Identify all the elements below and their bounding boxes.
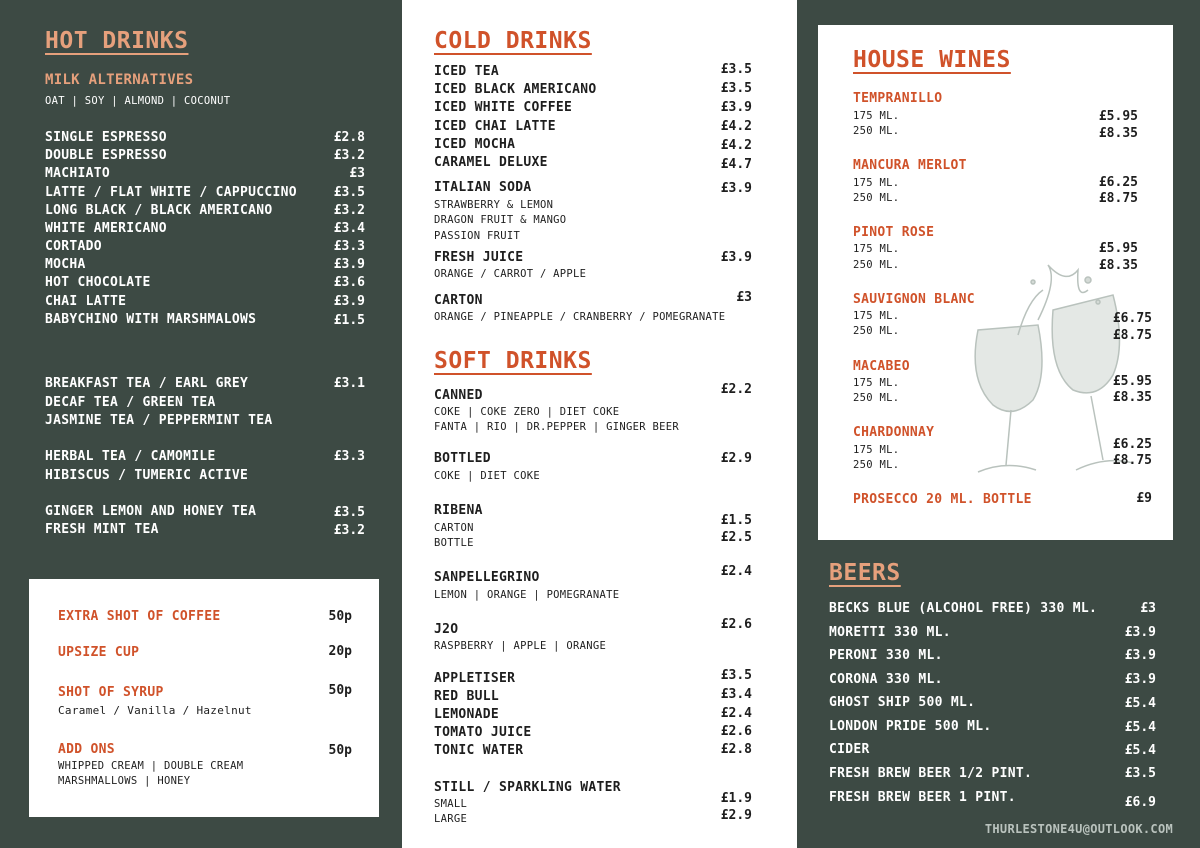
beer-item: BECKS BLUE (ALCOHOL FREE) 330 ML. <box>829 601 1098 616</box>
menu-detail: LEMON | ORANGE | POMEGRANATE <box>434 589 620 601</box>
wine-price: £6.25 <box>1098 175 1138 190</box>
hot-drinks-title: HOT DRINKS <box>45 28 189 54</box>
beer-price: £5.4 <box>1124 696 1156 711</box>
wine-price: £8.35 <box>1112 390 1152 405</box>
beer-price: £3 <box>1140 601 1156 616</box>
menu-price: £2.5 <box>720 530 752 545</box>
menu-price: £2.9 <box>720 808 752 823</box>
cold-soft-drinks-column <box>402 0 797 848</box>
menu-item: LONG BLACK / BLACK AMERICANO <box>45 203 273 218</box>
menu-item: ICED WHITE COFFEE <box>434 100 573 115</box>
menu-item: SINGLE ESPRESSO <box>45 130 167 145</box>
cold-drinks-title: COLD DRINKS <box>434 28 592 54</box>
beer-price: £3.5 <box>1124 766 1156 781</box>
menu-price: £2.8 <box>720 742 752 757</box>
wines-beers-column <box>797 0 1200 848</box>
menu-price: £1.5 <box>333 313 365 328</box>
wine-price: £8.75 <box>1098 191 1138 206</box>
menu-detail: CARTON <box>434 522 474 534</box>
menu-price: £2.2 <box>720 382 752 397</box>
menu-price: £3.5 <box>333 185 365 200</box>
wine-name: TEMPRANILLO <box>853 91 943 106</box>
menu-item: ICED TEA <box>434 64 500 79</box>
menu-detail: PASSION FRUIT <box>434 230 521 242</box>
menu-price: £4.2 <box>720 138 752 153</box>
extras-item: UPSIZE CUP <box>58 645 140 660</box>
wine-price: £5.95 <box>1098 241 1138 256</box>
menu-price: £2.6 <box>720 724 752 739</box>
beer-price: £5.4 <box>1124 743 1156 758</box>
menu-price: £3.9 <box>333 257 365 272</box>
menu-price: £1.5 <box>720 513 752 528</box>
menu-price: £1.9 <box>720 791 752 806</box>
beer-price: £3.9 <box>1124 672 1156 687</box>
menu-detail: SMALL <box>434 798 468 810</box>
menu-price: £2.6 <box>720 617 752 632</box>
extras-item: SHOT OF SYRUP <box>58 685 164 700</box>
menu-price: £3.9 <box>720 181 752 196</box>
beer-price: £5.4 <box>1124 720 1156 735</box>
menu-detail: COKE | COKE ZERO | DIET COKE <box>434 406 620 418</box>
menu-price: £3.5 <box>720 81 752 96</box>
menu-price: £3.5 <box>720 668 752 683</box>
menu-item: LATTE / FLAT WHITE / CAPPUCCINO <box>45 185 297 200</box>
menu-price: £3 <box>736 290 752 305</box>
extras-detail: WHIPPED CREAM | DOUBLE CREAM <box>58 760 244 772</box>
extras-detail: Caramel / Vanilla / Hazelnut <box>58 704 252 717</box>
prosecco-item: PROSECCO 20 ML. BOTTLE <box>853 492 1032 507</box>
menu-detail: LARGE <box>434 813 468 825</box>
tea-price: £3.5 <box>333 505 365 520</box>
wine-price: £8.75 <box>1112 453 1152 468</box>
prosecco-price: £9 <box>1136 491 1152 506</box>
extras-item: ADD ONS <box>58 742 115 757</box>
menu-item: MACHIATO <box>45 166 111 181</box>
menu-item: CORTADO <box>45 239 102 254</box>
wine-size: 250 ML. <box>853 259 900 271</box>
menu-price: £3.9 <box>333 294 365 309</box>
menu-item: ITALIAN SODA <box>434 180 532 195</box>
menu-item: LEMONADE <box>434 707 500 722</box>
menu-detail: ORANGE / CARROT / APPLE <box>434 268 587 280</box>
wine-name: MANCURA MERLOT <box>853 158 967 173</box>
menu-item: ICED BLACK AMERICANO <box>434 82 597 97</box>
wine-size: 175 ML. <box>853 243 900 255</box>
menu-price: £3.2 <box>333 203 365 218</box>
extras-price: 50p <box>328 743 352 758</box>
menu-price: £3.9 <box>720 100 752 115</box>
wine-size: 250 ML. <box>853 325 900 337</box>
menu-price: £3.5 <box>720 62 752 77</box>
menu-item: WHITE AMERICANO <box>45 221 167 236</box>
extras-detail: MARSHMALLOWS | HONEY <box>58 775 191 787</box>
menu-price: £3.4 <box>720 687 752 702</box>
soft-drinks-title: SOFT DRINKS <box>434 348 592 374</box>
tea-price: £3.1 <box>333 376 365 391</box>
beer-item: LONDON PRIDE 500 ML. <box>829 719 992 734</box>
wine-size: 250 ML. <box>853 392 900 404</box>
extras-price: 20p <box>328 644 352 659</box>
extras-price: 50p <box>328 609 352 624</box>
wine-name: MACABEO <box>853 359 910 374</box>
wine-name: PINOT ROSE <box>853 225 935 240</box>
menu-item: RIBENA <box>434 503 483 518</box>
wine-price: £6.75 <box>1112 311 1152 326</box>
extras-item: EXTRA SHOT OF COFFEE <box>58 609 221 624</box>
menu-item: ICED CHAI LATTE <box>434 119 556 134</box>
wine-size: 175 ML. <box>853 110 900 122</box>
menu-item: TOMATO JUICE <box>434 725 532 740</box>
menu-detail: RASPBERRY | APPLE | ORANGE <box>434 640 607 652</box>
wine-price: £8.35 <box>1098 126 1138 141</box>
tea-line: JASMINE TEA / PEPPERMINT TEA <box>45 413 273 428</box>
wine-size: 250 ML. <box>853 125 900 137</box>
menu-item: BOTTLED <box>434 451 491 466</box>
menu-detail: DRAGON FRUIT & MANGO <box>434 214 567 226</box>
menu-item: STILL / SPARKLING WATER <box>434 780 621 795</box>
tea-price: £3.2 <box>333 523 365 538</box>
beer-item: CIDER <box>829 742 870 757</box>
tea-line: GINGER LEMON AND HONEY TEA <box>45 504 257 519</box>
menu-item: CARTON <box>434 293 483 308</box>
menu-price: £3.9 <box>720 250 752 265</box>
milk-options: OAT | SOY | ALMOND | COCONUT <box>45 95 231 107</box>
menu-price: £3.6 <box>333 275 365 290</box>
extras-card <box>29 579 379 817</box>
wine-price: £8.35 <box>1098 258 1138 273</box>
tea-line: DECAF TEA / GREEN TEA <box>45 395 216 410</box>
beer-item: CORONA 330 ML. <box>829 672 943 687</box>
menu-item: CARAMEL DELUXE <box>434 155 548 170</box>
house-wines-card <box>818 25 1173 540</box>
menu-price: £3.4 <box>333 221 365 236</box>
wine-size: 175 ML. <box>853 310 900 322</box>
wine-name: CHARDONNAY <box>853 425 935 440</box>
wine-size: 175 ML. <box>853 377 900 389</box>
beer-item: MORETTI 330 ML. <box>829 625 951 640</box>
beers-title: BEERS <box>829 560 901 586</box>
menu-item: FRESH JUICE <box>434 250 524 265</box>
wine-name: SAUVIGNON BLANC <box>853 292 975 307</box>
tea-line: HIBISCUS / TUMERIC ACTIVE <box>45 468 249 483</box>
menu-detail: BOTTLE <box>434 537 474 549</box>
menu-item: HOT CHOCOLATE <box>45 275 151 290</box>
menu-item: DOUBLE ESPRESSO <box>45 148 167 163</box>
beer-item: GHOST SHIP 500 ML. <box>829 695 976 710</box>
menu-detail: COKE | DIET COKE <box>434 470 540 482</box>
wine-size: 250 ML. <box>853 459 900 471</box>
wine-price: £8.75 <box>1112 328 1152 343</box>
wine-size: 175 ML. <box>853 444 900 456</box>
wine-price: £5.95 <box>1112 374 1152 389</box>
menu-item: CANNED <box>434 388 483 403</box>
beer-price: £3.9 <box>1124 625 1156 640</box>
beer-item: FRESH BREW BEER 1/2 PINT. <box>829 766 1033 781</box>
beer-item: PERONI 330 ML. <box>829 648 943 663</box>
menu-item: MOCHA <box>45 257 86 272</box>
menu-item: APPLETISER <box>434 671 516 686</box>
house-wines-title: HOUSE WINES <box>853 47 1011 73</box>
tea-line: FRESH MINT TEA <box>45 522 159 537</box>
hot-drinks-column <box>0 0 402 848</box>
menu-detail: FANTA | RIO | DR.PEPPER | GINGER BEER <box>434 421 679 433</box>
menu-detail: STRAWBERRY & LEMON <box>434 199 554 211</box>
tea-price: £3.3 <box>333 449 365 464</box>
menu-item: ICED MOCHA <box>434 137 516 152</box>
menu-item: TONIC WATER <box>434 743 524 758</box>
menu-price: £3.3 <box>333 239 365 254</box>
menu-price: £4.2 <box>720 119 752 134</box>
menu-price: £3 <box>349 166 365 181</box>
menu-price: £4.7 <box>720 157 752 172</box>
menu-price: £2.4 <box>720 706 752 721</box>
menu-item: BABYCHINO WITH MARSHMALOWS <box>45 312 257 327</box>
milk-alternatives-title: MILK ALTERNATIVES <box>45 72 194 88</box>
tea-line: BREAKFAST TEA / EARL GREY <box>45 376 249 391</box>
wine-price: £6.25 <box>1112 437 1152 452</box>
menu-detail: ORANGE / PINEAPPLE / CRANBERRY / POMEGRANATE <box>434 311 726 323</box>
menu-price: £2.4 <box>720 564 752 579</box>
extras-price: 50p <box>328 683 352 698</box>
menu-item: J2O <box>434 622 459 637</box>
menu-price: £2.9 <box>720 451 752 466</box>
menu-item: SANPELLEGRINO <box>434 570 540 585</box>
contact-email[interactable]: THURLESTONE4U@OUTLOOK.COM <box>984 822 1173 836</box>
menu-item: CHAI LATTE <box>45 294 127 309</box>
wine-size: 250 ML. <box>853 192 900 204</box>
menu-price: £3.2 <box>333 148 365 163</box>
wine-price: £5.95 <box>1098 109 1138 124</box>
tea-line: HERBAL TEA / CAMOMILE <box>45 449 216 464</box>
menu-price: £2.8 <box>333 130 365 145</box>
beer-price: £6.9 <box>1124 795 1156 810</box>
beer-price: £3.9 <box>1124 648 1156 663</box>
beer-item: FRESH BREW BEER 1 PINT. <box>829 790 1016 805</box>
menu-item: RED BULL <box>434 689 500 704</box>
wine-size: 175 ML. <box>853 177 900 189</box>
